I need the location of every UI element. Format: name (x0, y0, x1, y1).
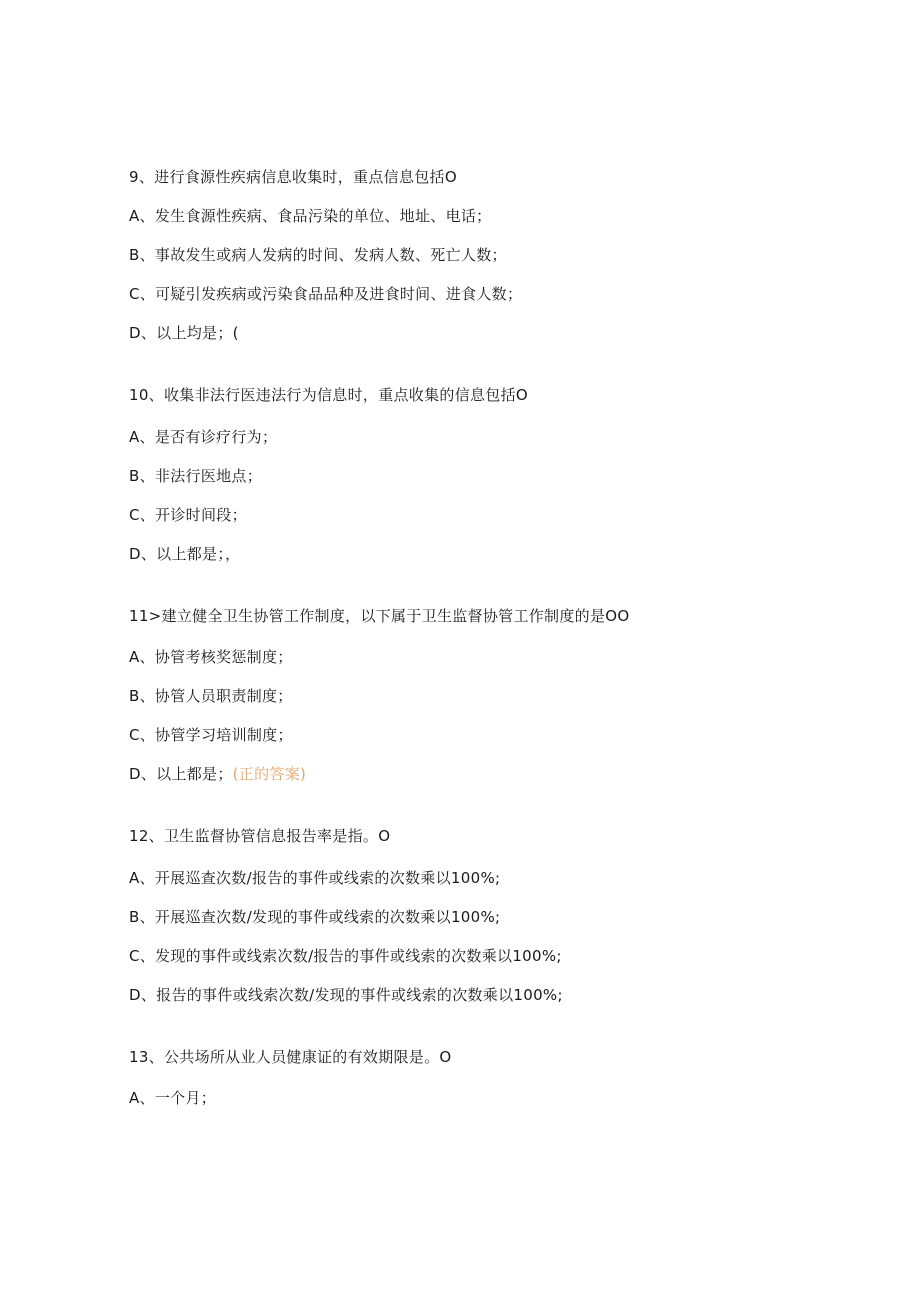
question-11-option-c: C、协管学习培训制度； (129, 726, 293, 744)
question-10-option-c: C、开诊时间段； (129, 506, 247, 524)
question-10-stem: 10、收集非法行医违法行为信息时，重点收集的信息包括O (129, 386, 528, 404)
question-12-option-b: B、开展巡查次数/发现的事件或线索的次数乘以100%; (129, 908, 501, 926)
question-13-option-a: A、一个月； (129, 1089, 217, 1107)
question-10-option-b: B、非法行医地点； (129, 467, 262, 485)
question-9-option-b: B、事故发生或病人发病的时间、发病人数、死亡人数； (129, 246, 507, 264)
question-11-stem: 11>建立健全卫生协管工作制度，以下属于卫生监督协管工作制度的是OO (129, 607, 630, 625)
question-9-option-c: C、可疑引发疾病或污染食品品种及进食时间、进食人数； (129, 285, 523, 303)
question-9-option-a: A、发生食源性疾病、食品污染的单位、地址、电话； (129, 207, 492, 225)
question-12-option-a: A、开展巡查次数/报告的事件或线索的次数乘以100%; (129, 869, 501, 887)
question-11-option-a: A、协管考核奖惩制度； (129, 648, 293, 666)
question-12-option-c: C、发现的事件或线索次数/报告的事件或线索的次数乘以100%; (129, 947, 562, 965)
question-9-stem: 9、进行食源性疾病信息收集时，重点信息包括O (129, 168, 457, 186)
question-11-option-b: B、协管人员职责制度； (129, 687, 293, 705)
question-10-option-a: A、是否有诊疗行为； (129, 428, 278, 446)
question-11-option-d (129, 764, 306, 784)
question-12-stem: 12、卫生监督协管信息报告率是指。O (129, 827, 391, 845)
question-11-answer-note: (正的答案) (232, 765, 307, 783)
question-13-stem: 13、公共场所从业人员健康证的有效期限是。O (129, 1048, 452, 1066)
question-11-option-d-text: D、以上都是； (129, 765, 233, 783)
question-9-option-d: D、以上均是；( (129, 324, 239, 342)
question-12-option-d: D、报告的事件或线索次数/发现的事件或线索的次数乘以100%; (129, 986, 563, 1004)
question-10-option-d: D、以上都是；， (129, 545, 241, 563)
